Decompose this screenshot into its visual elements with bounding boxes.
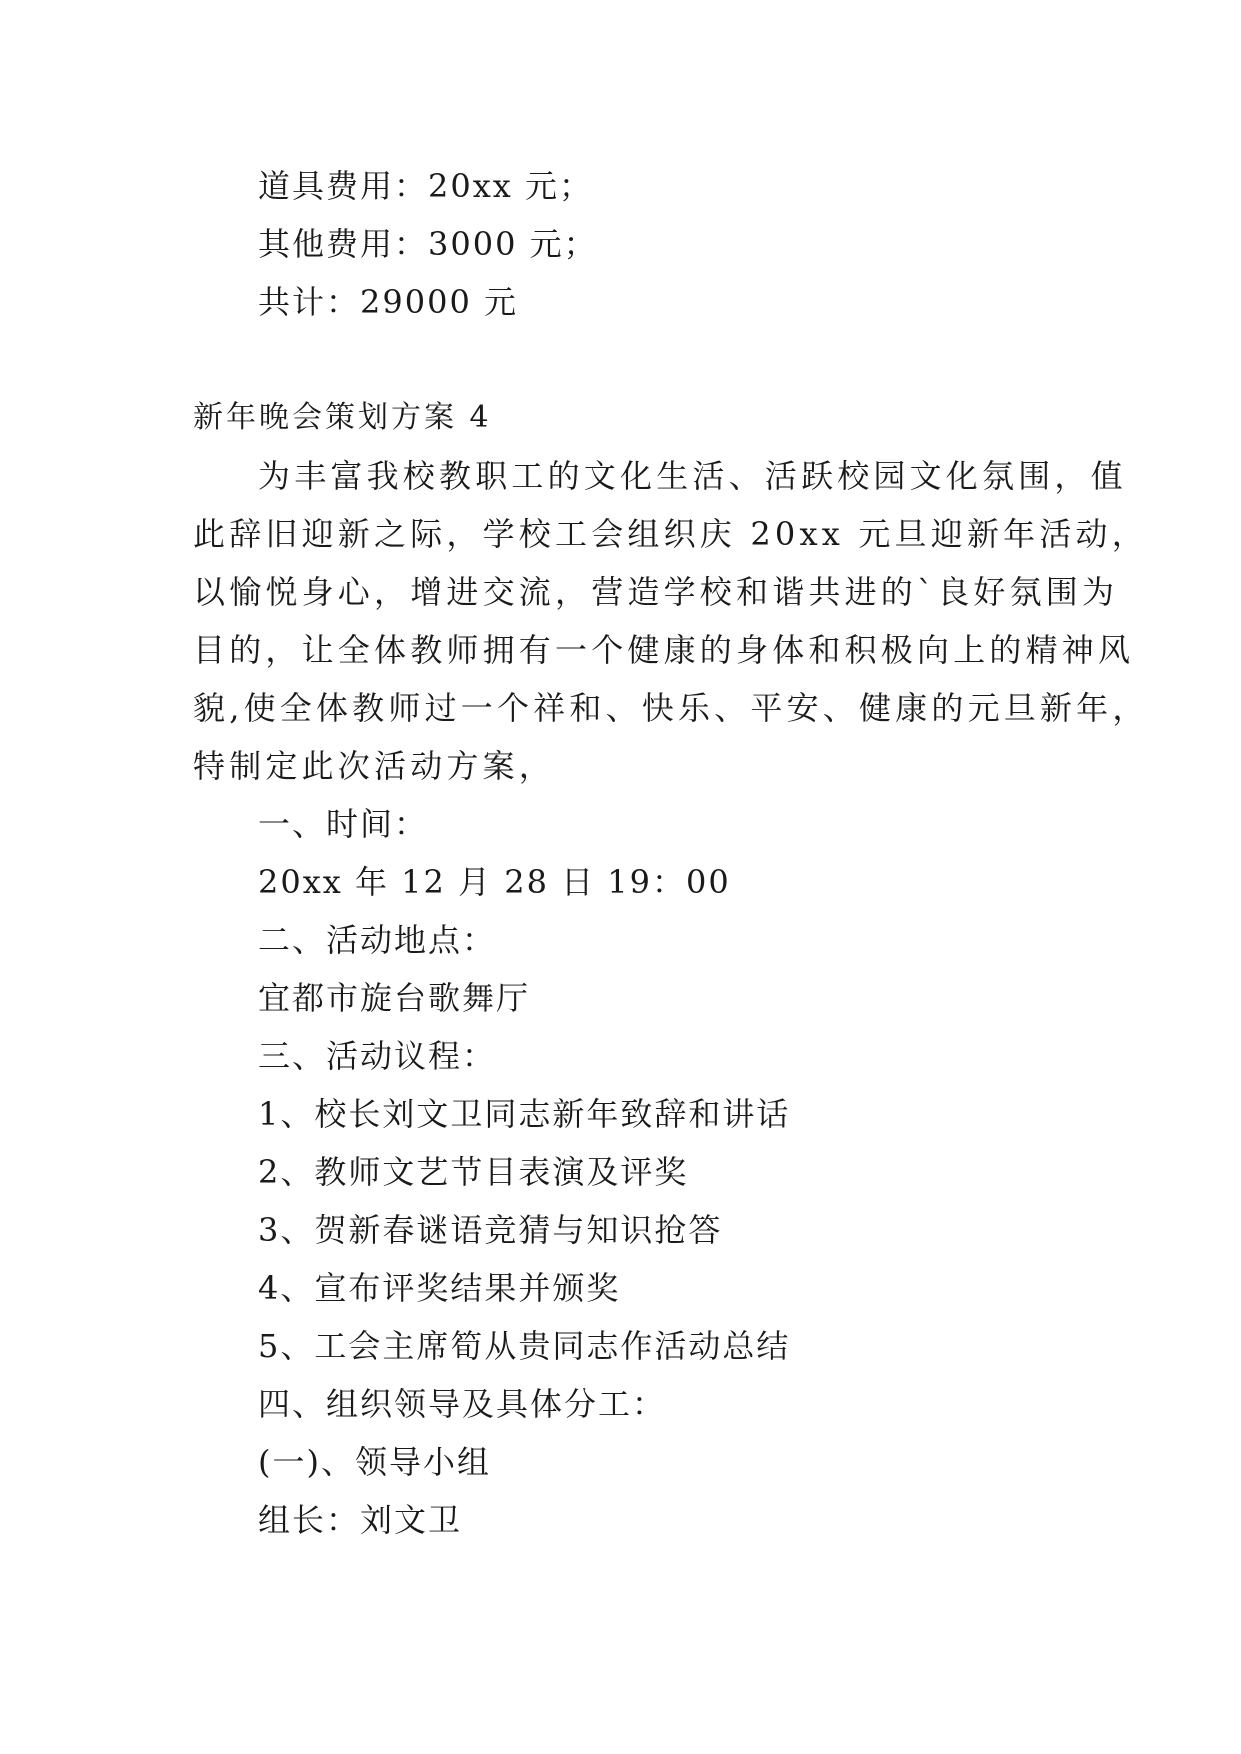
heading-time: 一、时间：: [258, 805, 429, 843]
agenda-item: 4、宣布评奖结果并颁奖: [258, 1269, 621, 1307]
event-datetime: 20xx 年 12 月 28 日 19：00: [258, 863, 731, 901]
paragraph-line: 目的，让全体教师拥有一个健康的身体和积极向上的精神风: [193, 631, 1135, 669]
group-leader: 组长：刘文卫: [258, 1501, 463, 1539]
budget-other-line: 其他费用：3000 元；: [258, 225, 598, 263]
budget-total-line: 共计：29000 元: [258, 283, 518, 321]
paragraph-line: 为丰富我校教职工的文化生活、活跃校园文化氛围，值: [258, 457, 1127, 495]
budget-props-line: 道具费用：20xx 元；: [258, 167, 593, 205]
heading-agenda: 三、活动议程：: [258, 1037, 497, 1075]
paragraph-line: 此辞旧迎新之际，学校工会组织庆 20xx 元旦迎新年活动，: [193, 515, 1148, 553]
heading-organization: 四、组织领导及具体分工：: [258, 1385, 667, 1423]
agenda-item: 5、工会主席筍从贵同志作活动总结: [258, 1327, 791, 1365]
event-location: 宜都市旋台歌舞厅: [258, 979, 531, 1017]
paragraph-line: 特制定此次活动方案，: [193, 747, 556, 785]
paragraph-line: 貌,使全体教师过一个祥和、快乐、平安、健康的元旦新年，: [193, 689, 1149, 727]
agenda-item: 2、教师文艺节目表演及评奖: [258, 1153, 689, 1191]
paragraph-line: 以愉悦身心，增进交流，营造学校和谐共进的`良好氛围为: [193, 573, 1119, 611]
heading-location: 二、活动地点：: [258, 921, 497, 959]
subheading-leadership: (一)、领导小组: [258, 1443, 491, 1481]
agenda-item: 1、校长刘文卫同志新年致辞和讲话: [258, 1095, 791, 1133]
agenda-item: 3、贺新春谜语竞猜与知识抢答: [258, 1211, 723, 1249]
section-title: 新年晚会策划方案 4: [193, 400, 492, 435]
